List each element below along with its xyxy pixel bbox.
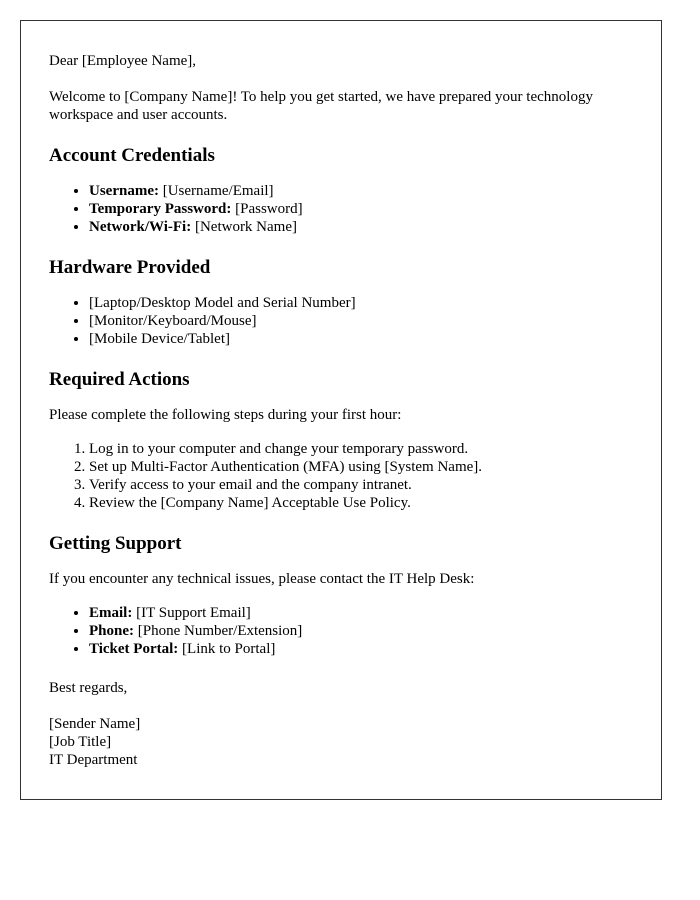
- hardware-item: • [Monitor/Keyboard/Mouse]: [89, 312, 639, 330]
- support-value: [Link to Portal]: [178, 641, 276, 657]
- action-step: 3. Verify access to your email and the company intranet.: [89, 476, 639, 494]
- actions-heading: Required Actions: [49, 369, 190, 390]
- signature-block: [49, 715, 639, 769]
- hardware-heading: Hardware Provided: [49, 257, 211, 278]
- support-value: [Phone Number/Extension]: [134, 623, 303, 639]
- credential-item-password: [89, 200, 639, 218]
- support-list: [49, 604, 639, 658]
- closing: Best regards,: [49, 680, 128, 696]
- credential-value: [Password]: [231, 201, 303, 217]
- credential-value: [Network Name]: [191, 219, 297, 235]
- hardware-item: • [Laptop/Desktop Model and Serial Number]: [89, 294, 639, 312]
- letter-body: [49, 52, 639, 769]
- credential-item-username: [89, 182, 639, 200]
- credentials-list: [49, 182, 639, 236]
- hardware-item: • [Mobile Device/Tablet]: [89, 330, 639, 348]
- credential-label: Username:: [89, 183, 159, 199]
- sender-title: [Job Title]: [49, 734, 112, 750]
- credential-item-network: [89, 218, 639, 236]
- support-label: Ticket Portal:: [89, 641, 179, 657]
- support-heading: Getting Support: [49, 533, 182, 554]
- credential-label: Network/Wi-Fi:: [89, 219, 192, 235]
- actions-intro: Please complete the following steps during your first hour:: [49, 407, 402, 423]
- support-intro: If you encounter any technical issues, please contact the IT Help Desk:: [49, 571, 475, 587]
- hardware-list: [49, 294, 639, 348]
- support-item-email: [89, 604, 639, 622]
- action-step: 1. Log in to your computer and change your temporary password.: [89, 440, 639, 458]
- support-value: [IT Support Email]: [132, 605, 251, 621]
- support-label: Email:: [89, 605, 133, 621]
- sender-department: IT Department: [49, 752, 138, 768]
- letter-container: [20, 20, 662, 800]
- credential-value: [Username/Email]: [158, 183, 274, 199]
- support-item-portal: [89, 640, 639, 658]
- credential-label: Temporary Password:: [89, 201, 232, 217]
- credentials-heading: Account Credentials: [49, 145, 215, 166]
- support-label: Phone:: [89, 623, 134, 639]
- salutation: Dear [Employee Name],: [49, 53, 197, 69]
- actions-steps-list: [49, 440, 639, 512]
- sender-name: [Sender Name]: [49, 716, 141, 732]
- action-step: 4. Review the [Company Name] Acceptable Use Policy.: [89, 494, 639, 512]
- action-step: 2. Set up Multi-Factor Authentication (MFA) using [System Name].: [89, 458, 639, 476]
- support-item-phone: [89, 622, 639, 640]
- intro-paragraph: Welcome to [Company Name]! To help you get started, we have prepared your technology workspace and user accounts.: [49, 89, 593, 123]
